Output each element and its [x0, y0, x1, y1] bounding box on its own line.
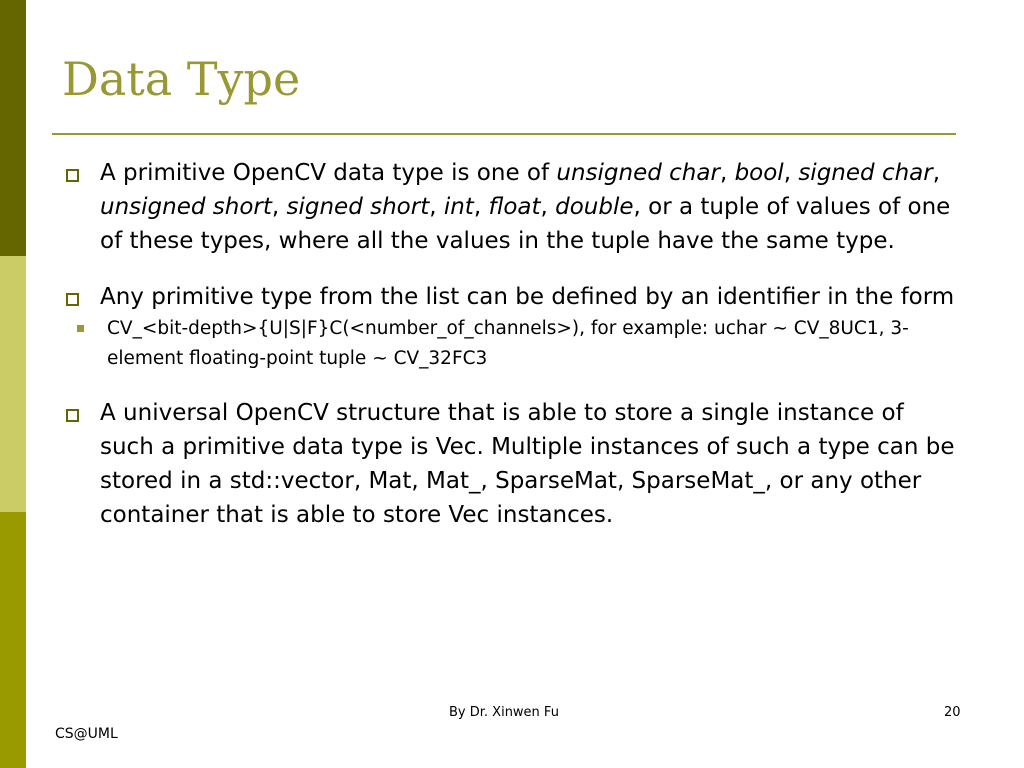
type-float: float [488, 194, 541, 220]
separator: , [540, 194, 556, 220]
bullet-text-3: A universal OpenCV structure that is able to store a single instance of such a primitive data type is Vec. Multiple instances of such a type can be stored in a std::vector, Mat, Mat_, SparseMat, SparseMat_, or any other container that is able to store Vec instances. [100, 400, 955, 528]
sidebar-stripe-top [0, 0, 26, 256]
title-divider [52, 133, 956, 135]
bullet-1-intro: A primitive OpenCV data type is one of [100, 160, 557, 186]
type-bool: bool [734, 160, 784, 186]
bullet-text-2: Any primitive type from the list can be defined by an identifier in the form [100, 284, 955, 310]
bullet-item-3 [62, 396, 962, 532]
filled-square-bullet-icon [77, 325, 84, 332]
separator: , [429, 194, 444, 220]
type-signed-char: signed char [798, 160, 933, 186]
footer-author: By Dr. Xinwen Fu [449, 705, 559, 720]
slide-title: Data Type [62, 52, 301, 106]
type-signed-short: signed short [286, 194, 430, 220]
separator: , [932, 160, 941, 186]
separator: , [719, 160, 735, 186]
footer-department: CS@UML [55, 726, 118, 742]
bullet-item-1 [62, 156, 962, 258]
separator: , [271, 194, 287, 220]
bullet-1-outro: , or a tuple of values of one of these types, where all the values in the tuple have the same type. [100, 194, 951, 254]
hollow-square-bullet-icon [66, 169, 79, 182]
page-number: 20 [944, 705, 961, 720]
sidebar-stripe-bottom [0, 512, 26, 768]
sub-bullet-item [62, 314, 962, 374]
hollow-square-bullet-icon [66, 293, 79, 306]
type-unsigned-short: unsigned short [100, 194, 272, 220]
separator: , [783, 160, 799, 186]
separator: , [473, 194, 489, 220]
slide-content [62, 156, 962, 554]
hollow-square-bullet-icon [66, 409, 79, 422]
bullet-item-2 [62, 280, 962, 374]
type-double: double [555, 194, 634, 220]
type-int: int [443, 194, 474, 220]
type-unsigned-char: unsigned char [556, 160, 720, 186]
sidebar-stripe-middle [0, 256, 26, 512]
bullet-text-1 [100, 156, 962, 258]
sub-bullet-text: CV_<bit-depth>{U|S|F}C(<number_of_channels>), for example: uchar ~ CV_8UC1, 3-element floating-point tuple ~ CV_32FC3 [107, 318, 909, 369]
